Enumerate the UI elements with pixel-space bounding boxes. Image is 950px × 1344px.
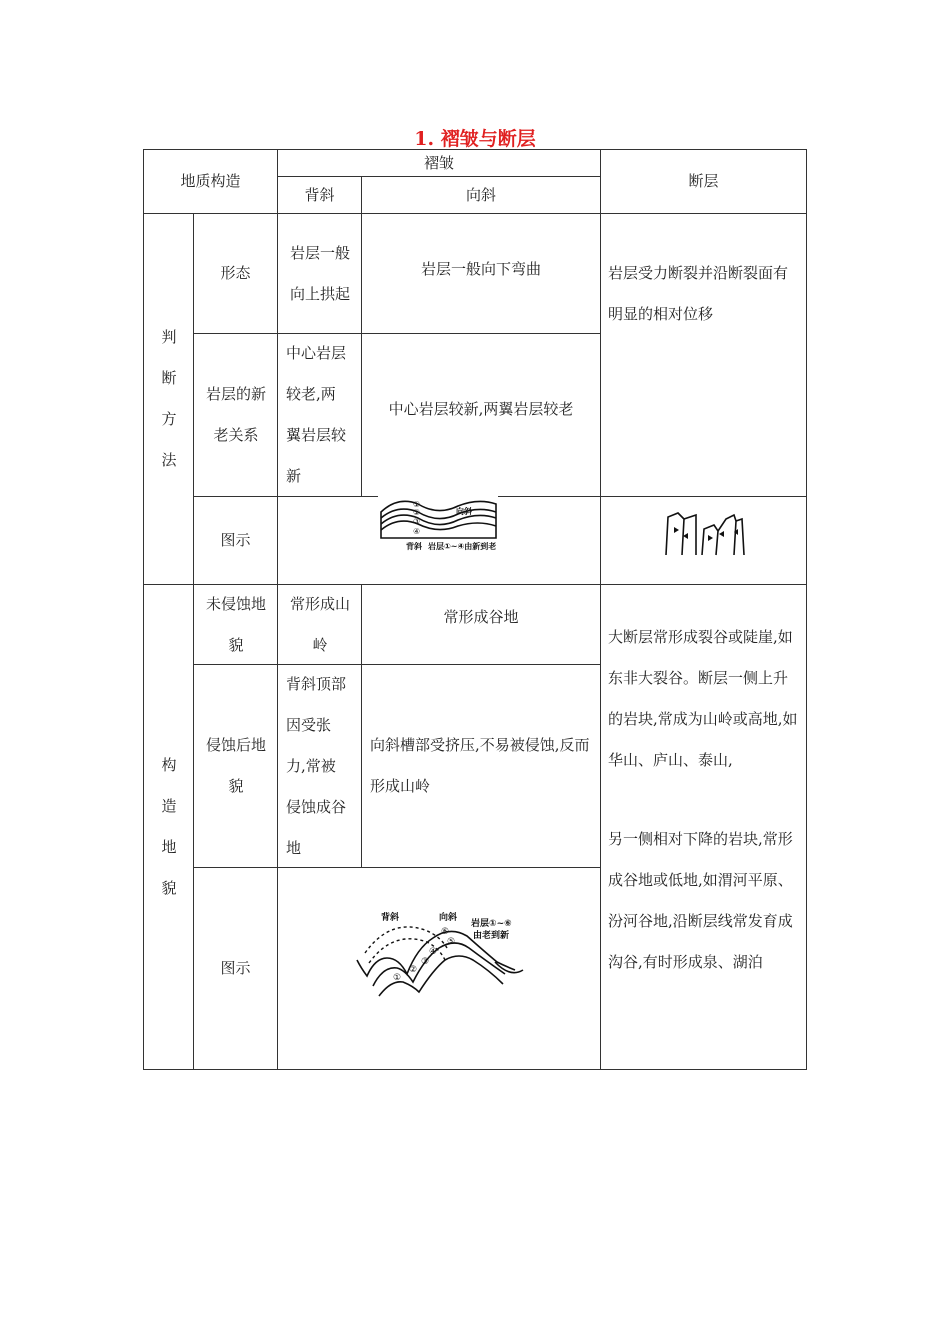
fig2-note-2: 由老到新: [473, 931, 510, 941]
age-label: 岩层的新老关系: [206, 385, 267, 444]
fig2-layer-6: ⑥: [441, 927, 450, 937]
fig1-syncline-label: 向斜: [456, 507, 472, 516]
fig1-layer-4: ④: [413, 527, 421, 536]
fig2-layer-4: ④: [429, 947, 438, 957]
fig2-layer-3: ③: [421, 957, 430, 967]
header-fold: 褶皱: [423, 154, 454, 172]
fold-figure: [378, 494, 500, 554]
header-geo-structure: 地质构造: [180, 172, 241, 190]
uneroded-syncline: 常形成谷地: [443, 608, 519, 626]
shape-syncline: 岩层一般向下弯曲: [420, 259, 541, 278]
age-syncline: 中心岩层较新,两翼岩层较老: [388, 399, 574, 418]
eroded-syncline: 向斜槽部受挤压,不易被侵蚀,反而形成山岭: [370, 736, 590, 795]
eroded-fold-figure: [355, 908, 530, 998]
fig1-layer-3: ③: [413, 517, 421, 526]
landform-label: 构造地貌: [161, 756, 177, 897]
fig2-anticline-label: 背斜: [381, 913, 400, 923]
fig1-layer-1: ①: [413, 500, 421, 509]
fig2-layer-5: ⑤: [447, 937, 456, 947]
fig1-layer-2: ②: [413, 508, 421, 517]
judge-method-label: 判断方法: [161, 328, 177, 469]
header-anticline: 背斜: [304, 186, 335, 204]
page-title: 1. 褶皱与断层: [414, 128, 536, 150]
fault-landform-text-2: 另一侧相对下降的岩块,常形成谷地或低地,如渭河平原、汾河谷地,沿断层线常发育成沟谷,有时形成泉、湖泊: [608, 830, 793, 971]
header-fault: 断层: [688, 172, 719, 190]
fig2-syncline-label: 向斜: [439, 913, 458, 923]
uneroded-label: 未侵蚀地貌: [206, 594, 267, 654]
fig1-anticline-label: 背斜: [406, 542, 422, 551]
header-syncline: 向斜: [465, 186, 496, 204]
judge-figure-label: 图示: [220, 531, 251, 549]
eroded-anticline: 背斜顶部因受张力,常被侵蚀成谷地: [286, 674, 347, 857]
fig2-layer-2: ②: [409, 965, 418, 975]
eroded-label: 侵蚀后地貌: [206, 736, 267, 795]
uneroded-anticline: 常形成山岭: [290, 594, 351, 654]
fault-figure: [662, 505, 750, 559]
fig2-layer-1: ①: [393, 973, 402, 983]
shape-label: 形态: [220, 264, 251, 282]
age-anticline: 中心岩层较老,两翼岩层较新: [286, 344, 347, 485]
shape-anticline: 岩层一般向上拱起: [290, 243, 351, 303]
landform-figure-label: 图示: [220, 959, 251, 977]
fig1-note: 岩层①~④由新到老: [428, 542, 497, 551]
fault-landform-text-1: 大断层常形成裂谷或陡崖,如东非大裂谷。断层一侧上升的岩块,常成为山岭或高地,如华山、庐山、泰山,: [608, 628, 798, 769]
fault-judge-text: 岩层受力断裂并沿断裂面有明显的相对位移: [608, 264, 789, 323]
fig2-note-1: 岩层①~⑥: [471, 919, 512, 929]
